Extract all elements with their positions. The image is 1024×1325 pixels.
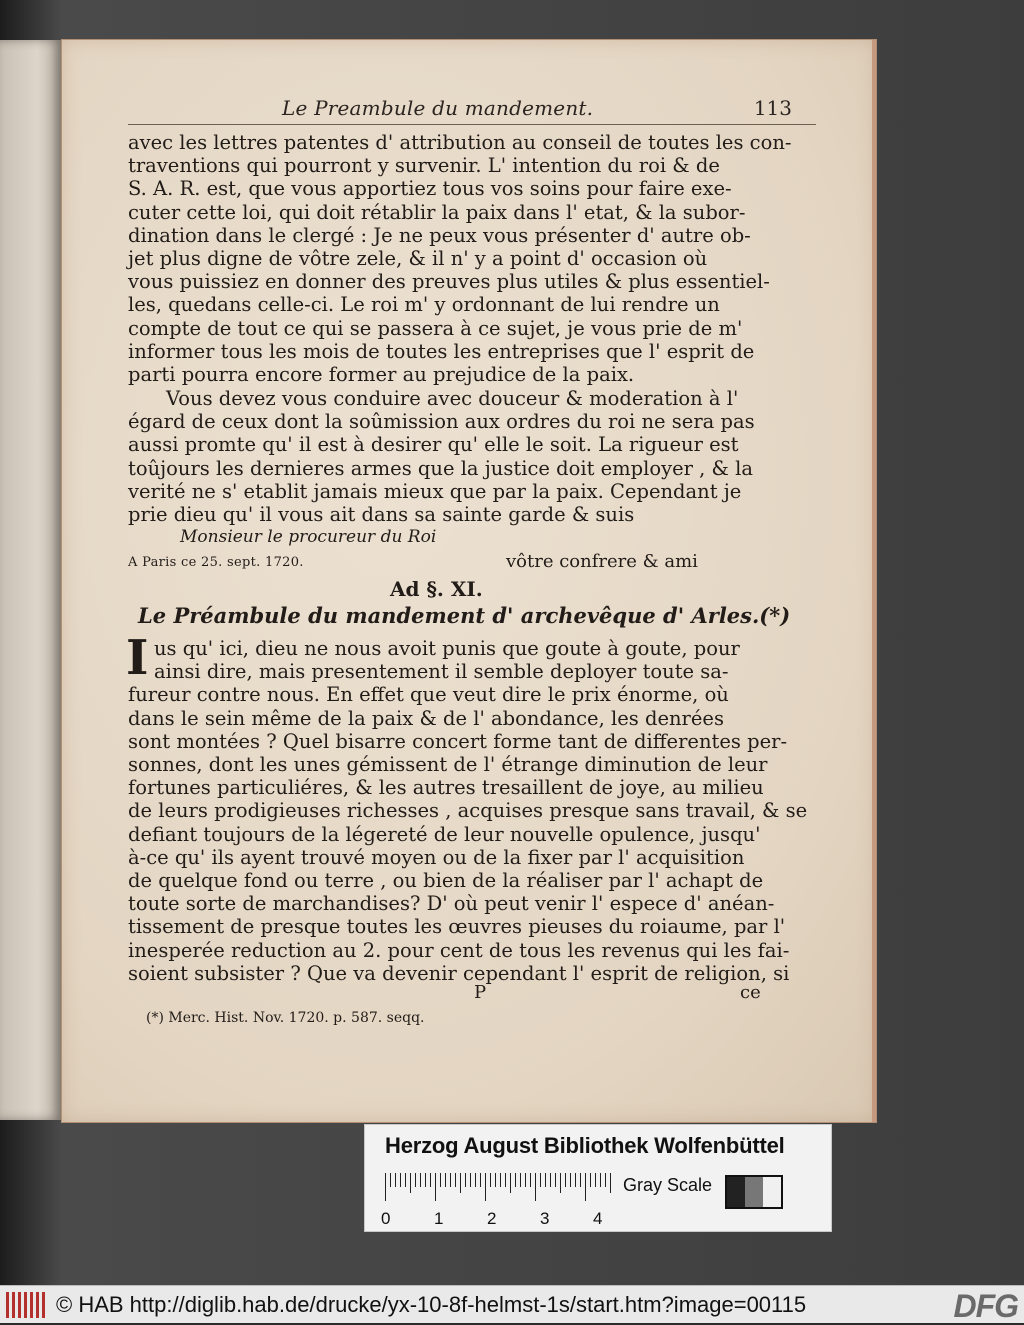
gray-swatch	[745, 1177, 763, 1207]
color-reference-card	[364, 1124, 832, 1232]
ruler-tick	[610, 1173, 611, 1193]
ruler-tick	[450, 1173, 451, 1187]
ruler-number: 0	[381, 1209, 391, 1228]
signature-label: Monsieur le procureur du Roi	[180, 527, 437, 547]
text-line: sont montées ? Quel bisarre concert forme tant de differentes per-	[128, 729, 788, 753]
catchword: ce	[740, 982, 761, 1003]
text-line: S. A. R. est, que vous apportiez tous vos soins pour faire exe-	[128, 177, 732, 201]
text-line: toûjours les dernieres armes que la justice doit employer , & la	[128, 456, 753, 480]
text-line: Vous devez vous conduire avec douceur & moderation à l'	[166, 387, 739, 410]
ruler-tick	[480, 1173, 481, 1187]
text-line: us qu' ici, dieu ne nous avoit punis que goute à goute, pour	[154, 637, 740, 660]
ruler-tick	[435, 1173, 436, 1201]
book-page	[62, 40, 876, 1122]
ruler-tick	[465, 1173, 466, 1187]
ruler-tick	[455, 1173, 456, 1187]
ruler-tick	[580, 1173, 581, 1187]
ruler-tick	[420, 1173, 421, 1187]
ruler-number: 2	[487, 1209, 497, 1228]
ruler-tick	[505, 1173, 506, 1187]
ruler-number: 1	[434, 1209, 444, 1228]
library-name: Herzog August Bibliothek Wolfenbüttel	[385, 1133, 785, 1158]
text-line: vous puissiez en donner des preuves plus utiles & plus essentiel-	[128, 270, 770, 294]
text-line: traventions qui pourront y survenir. L' intention du roi & de	[128, 154, 720, 178]
text-line: de leurs prodigieuses richesses , acquises presque sans travail, & se	[128, 799, 808, 823]
ruler-tick	[530, 1173, 531, 1187]
footer-bar	[0, 1285, 1024, 1323]
text-line: égard de ceux dont la soûmission aux ordres du roi ne sera pas	[128, 410, 755, 434]
text-line: dination dans le clergé : Je ne peux vous présenter d' autre ob-	[128, 223, 751, 247]
section-title: Le Préambule du mandement d' archevêque d' Arles.(*)	[138, 603, 791, 628]
text-line: sonnes, dont les unes gémissent de l' étrange diminution de leur	[128, 753, 768, 776]
ruler-tick	[585, 1173, 586, 1201]
signature-date: A Paris ce 25. sept. 1720.	[128, 555, 304, 570]
ruler-tick	[575, 1173, 576, 1187]
previous-page-edge	[0, 40, 62, 1120]
drop-cap: I	[126, 630, 149, 686]
ruler-tick	[460, 1173, 461, 1193]
page-edge	[872, 40, 876, 1122]
ruler-tick	[440, 1173, 441, 1187]
ruler-tick	[490, 1173, 491, 1187]
ruler-tick	[560, 1173, 561, 1193]
ruler-tick	[540, 1173, 541, 1187]
text-line: ainsi dire, mais presentement il semble deployer toute sa-	[154, 660, 729, 684]
ruler-tick	[545, 1173, 546, 1187]
ruler-tick	[390, 1173, 391, 1187]
text-line: aussi promte qu' il est à desirer qu' elle le soit. La rigueur est	[128, 433, 739, 457]
ruler-tick	[570, 1173, 571, 1187]
ruler-tick	[495, 1173, 496, 1187]
gray-swatch	[763, 1177, 781, 1207]
ruler-tick	[520, 1173, 521, 1187]
gray-scale-swatches	[725, 1175, 783, 1209]
running-head: Le Preambule du mandement.	[282, 96, 594, 120]
text-line: jet plus digne de vôtre zele, & il n' y a point d' occasion où	[128, 247, 708, 270]
ruler-tick	[565, 1173, 566, 1187]
text-line: de quelque fond ou terre , ou bien de la réaliser par l' achapt de	[128, 869, 764, 892]
ruler-tick	[410, 1173, 411, 1193]
ruler-number: 4	[593, 1209, 603, 1228]
text-line: compte de tout ce qui se passera à ce sujet, je vous prie de m'	[128, 316, 743, 340]
text-line: prie dieu qu' il vous ait dans sa sainte garde & suis	[128, 503, 635, 526]
section-heading: Ad §. XI.	[390, 577, 483, 601]
ruler-tick	[525, 1173, 526, 1187]
ruler-tick	[445, 1173, 446, 1187]
ruler-tick	[415, 1173, 416, 1187]
text-line: fortunes particuliéres, & les autres tresaillent de joye, au milieu	[128, 776, 764, 800]
text-line: avec les lettres patentes d' attribution au conseil de toutes les con-	[128, 131, 792, 154]
ruler-tick	[470, 1173, 471, 1187]
ruler-tick	[605, 1173, 606, 1187]
signature-close: vôtre confrere & ami	[506, 551, 698, 572]
measurement-ruler	[385, 1173, 615, 1201]
footer-url[interactable]: © HAB http://diglib.hab.de/drucke/yx-10-8f-helmst-1s/start.htm?image=00115	[56, 1292, 807, 1317]
ruler-tick	[550, 1173, 551, 1187]
gray-swatch	[727, 1177, 745, 1207]
ruler-tick	[555, 1173, 556, 1187]
text-line: tissement de presque toutes les œuvres pieuses du roiaume, par l'	[128, 915, 786, 939]
ruler-tick	[600, 1173, 601, 1187]
ruler-tick	[515, 1173, 516, 1187]
text-line: inesperée reduction au 2. pour cent de tous les revenus qui les fai-	[128, 938, 790, 962]
ruler-tick	[500, 1173, 501, 1187]
text-line: parti pourra encore former au prejudice de la paix.	[128, 363, 635, 386]
ruler-tick	[590, 1173, 591, 1187]
text-line: informer tous les mois de toutes les entreprises que l' esprit de	[128, 339, 755, 363]
footnote: (*) Merc. Hist. Nov. 1720. p. 587. seqq.	[146, 1010, 425, 1026]
ruler-tick	[430, 1173, 431, 1187]
ruler-tick	[510, 1173, 511, 1193]
ruler-tick	[485, 1173, 486, 1201]
dfg-logo: DFG	[953, 1288, 1018, 1324]
text-line: toute sorte de marchandises? D' où peut venir l' espece d' anéan-	[128, 892, 775, 916]
ruler-tick	[385, 1173, 386, 1201]
gray-scale-label: Gray Scale	[623, 1175, 713, 1195]
ruler-tick	[425, 1173, 426, 1187]
ruler-tick	[595, 1173, 596, 1187]
ruler-tick	[475, 1173, 476, 1187]
text-line: soient subsister ? Que va devenir cependant l' esprit de religion, si	[128, 961, 790, 985]
hab-logo-icon	[6, 1292, 46, 1318]
ruler-tick	[405, 1173, 406, 1187]
page-number: 113	[753, 96, 792, 120]
catchword-signature: P	[474, 982, 487, 1003]
ruler-tick	[535, 1173, 536, 1201]
ruler-tick	[400, 1173, 401, 1187]
text-line: fureur contre nous. En effet que veut dire le prix énorme, où	[128, 683, 729, 707]
header-rule	[128, 124, 816, 125]
text-line: defiant toujours de la légereté de leur nouvelle opulence, jusqu'	[128, 822, 761, 846]
ruler-number: 3	[540, 1209, 550, 1228]
text-line: verité ne s' etablit jamais mieux que par la paix. Cependant je	[128, 479, 742, 503]
ruler-tick	[395, 1173, 396, 1187]
text-line: à-ce qu' ils ayent trouvé moyen ou de la fixer par l' acquisition	[128, 845, 745, 869]
text-line: les, quedans celle-ci. Le roi m' y ordonnant de lui rendre un	[128, 293, 720, 317]
text-line: cuter cette loi, qui doit rétablir la paix dans l' etat, & la subor-	[128, 200, 746, 224]
text-line: dans le sein même de la paix & de l' abondance, les denrées	[128, 706, 724, 730]
